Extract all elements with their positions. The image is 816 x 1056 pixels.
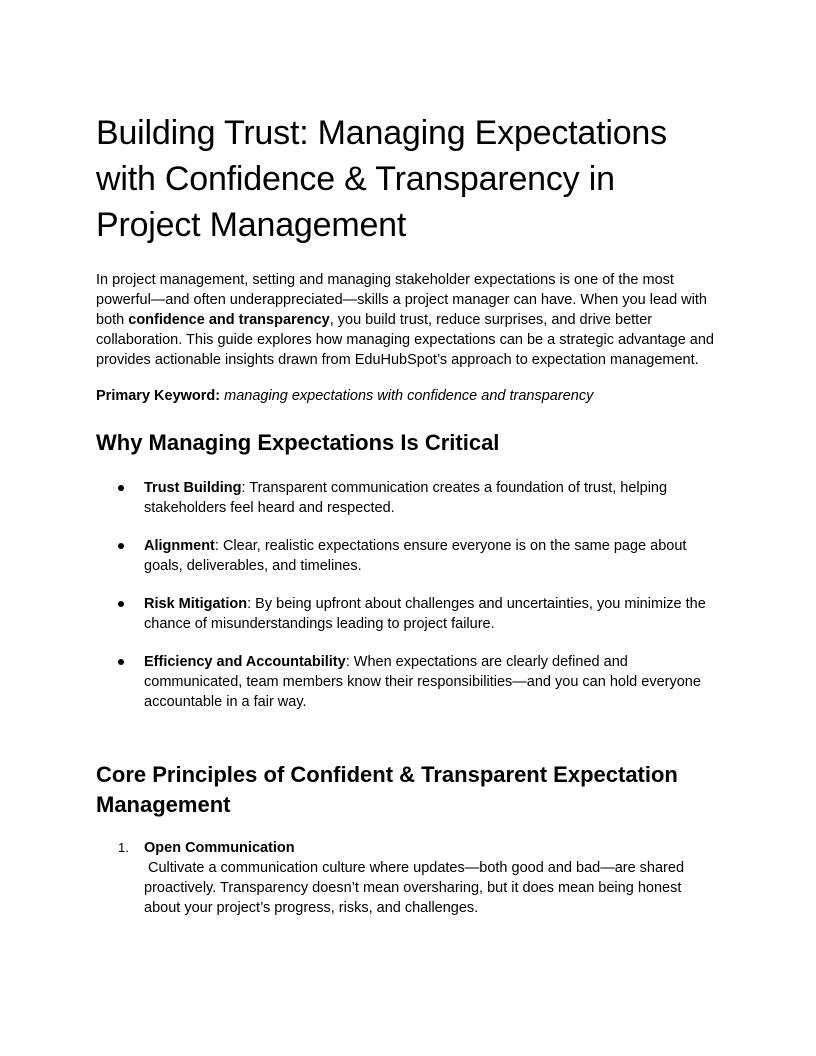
- bullet-list: [96, 478, 720, 712]
- list-number: 1.: [118, 840, 129, 855]
- intro-text-2: , you build trust, reduce surprises, and drive better collaboration. This guide explores how managing expectations can be a strategic advantage and provides actionable insights drawn from EduHubSpot’s approach to expectation management.: [96, 312, 714, 368]
- item-term: Alignment: [144, 538, 215, 554]
- intro-paragraph: [96, 270, 720, 370]
- bullet-icon: [118, 601, 124, 607]
- item-text: : When expectations are clearly defined and communicated, team members know their responsibilities—and you can hold everyone accountable in a fair way.: [144, 654, 701, 710]
- item-text: : By being upfront about challenges and uncertainties, you minimize the chance of misunderstandings leading to project failure.: [144, 596, 706, 632]
- item-term: Efficiency and Accountability: [144, 654, 346, 670]
- item-term: Risk Mitigation: [144, 596, 248, 612]
- item-text: : Clear, realistic expectations ensure everyone is on the same page about goals, deliverables, and timelines.: [144, 538, 687, 574]
- section-heading-why: Why Managing Expectations Is Critical: [96, 430, 500, 455]
- intro-text-1: In project management, setting and managing stakeholder expectations is one of the most powerful—and often underappreciated—skills a project manager can have. When you lead with both: [96, 272, 707, 328]
- primary-keyword: [96, 386, 720, 406]
- section-heading-core: Core Principles of Confident & Transparent Expectation Management: [96, 762, 678, 817]
- intro-bold: confidence and transparency: [128, 312, 330, 328]
- keyword-label: Primary Keyword:: [96, 388, 221, 404]
- bullet-icon: [118, 659, 124, 665]
- item-text: : Transparent communication creates a foundation of trust, helping stakeholders feel heard and respected.: [144, 480, 668, 516]
- numbered-list: [96, 838, 720, 918]
- document-title: Building Trust: Managing Expectations with Confidence & Transparency in Project Management: [96, 114, 667, 244]
- list-item: [96, 838, 720, 918]
- item-title: Open Communication: [144, 840, 295, 856]
- list-item: [96, 478, 720, 518]
- list-item: [96, 652, 720, 712]
- document-content: [96, 110, 720, 918]
- list-item: [96, 594, 720, 634]
- bullet-icon: [118, 485, 124, 491]
- keyword-value: managing expectations with confidence and transparency: [224, 388, 594, 404]
- bullet-icon: [118, 543, 124, 549]
- item-description: Cultivate a communication culture where updates—both good and bad—are shared proactively. Transparency doesn’t mean oversharing, but it does mean being honest about your project’s progress, risks, and challenges.: [144, 860, 685, 916]
- item-term: Trust Building: [144, 480, 242, 496]
- list-item: [96, 536, 720, 576]
